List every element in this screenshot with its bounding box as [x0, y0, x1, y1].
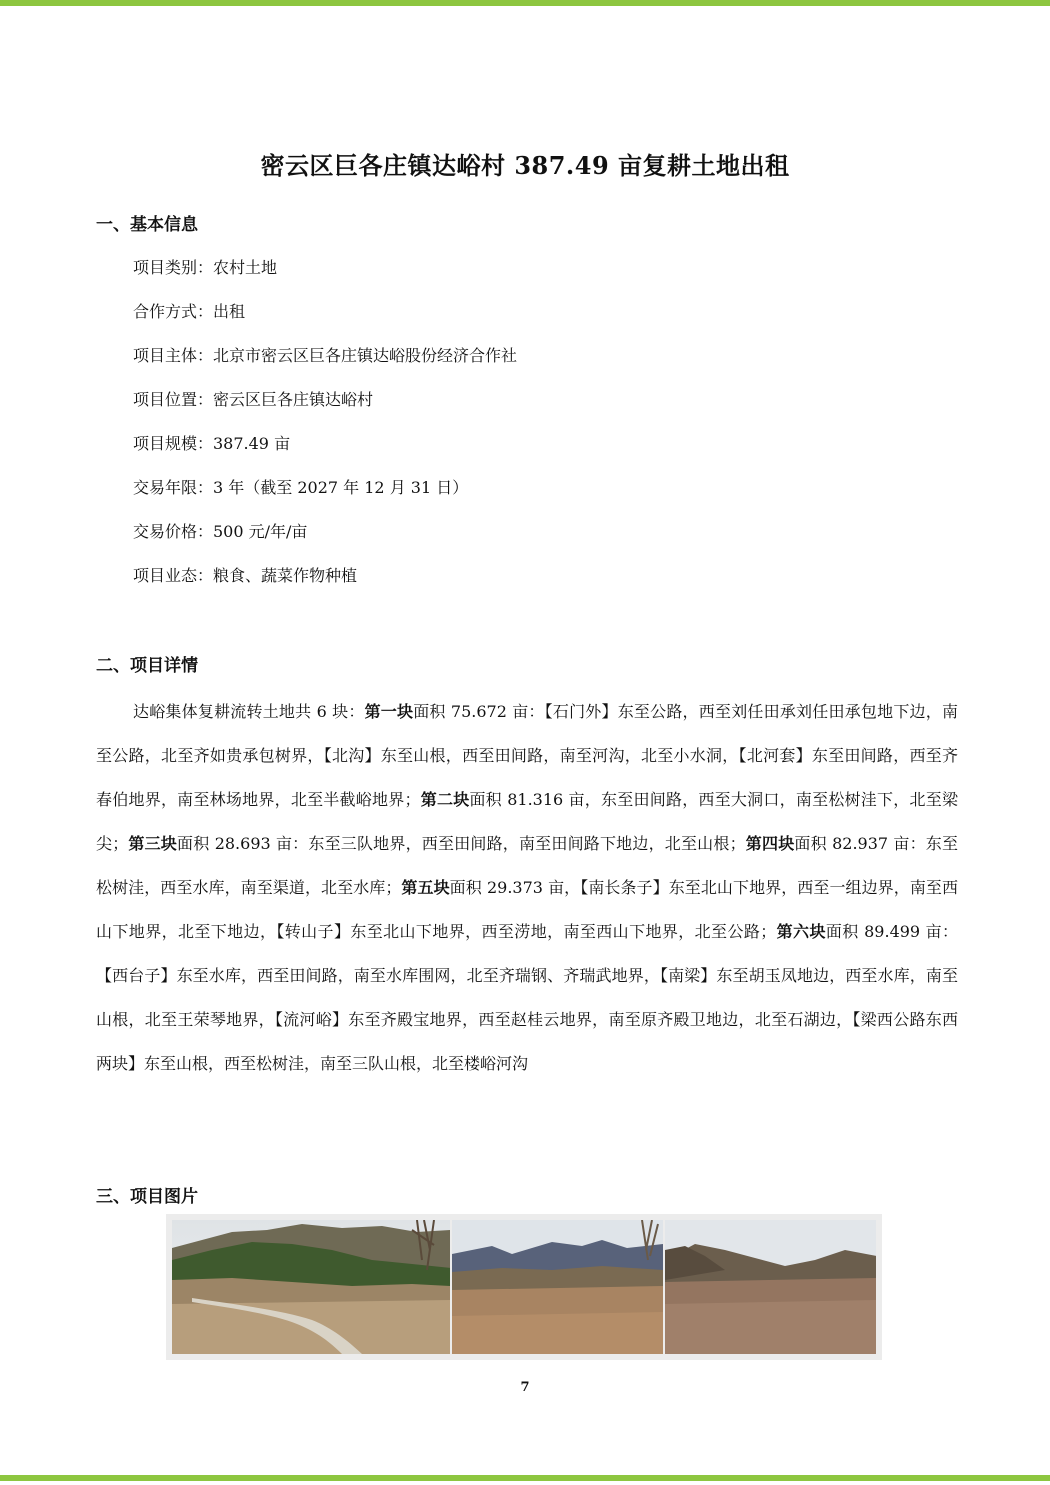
plot-2-label: 第二块	[420, 790, 470, 809]
plot-5-text: 面积 29.373 亩，【南长条子】东至北山下地界，西至一组边界，南至西山下地界，北至下地边，【转山子】东至北山下地界，西至涝地，南至西山下地界，北至公路；	[96, 878, 958, 941]
top-accent-bar	[0, 0, 1050, 6]
plot-1-text: 面积 75.672 亩：【石门外】东至公路，西至刘任田承刘任田承包地下边，南至公路，北至齐如贵承包树界，【北沟】东至山根，西至田间路，南至河沟，北至小水洞，【北河套】东至田间路，西至齐春伯地界，南至林场地界，北至半截峪地界；	[96, 702, 958, 809]
page-number: 7	[520, 1380, 530, 1395]
details-intro: 达峪集体复耕流转土地共 6 块：	[133, 702, 365, 721]
info-project-location: 项目位置：密云区巨各庄镇达峪村	[133, 390, 374, 409]
project-photo-3	[665, 1220, 876, 1354]
plot-3-text: 面积 28.693 亩：东至三队地界，西至田间路，南至田间路下地边，北至山根；	[177, 834, 746, 853]
info-project-format: 项目业态：粮食、蔬菜作物种植	[133, 566, 358, 585]
plot-4-label: 第四块	[745, 834, 795, 853]
project-photo-2	[452, 1220, 662, 1354]
plot-3-label: 第三块	[128, 834, 178, 853]
plot-6-text: 面积 89.499 亩：【西台子】东至水库，西至田间路，南至水库围网，北至齐瑞钢、齐瑞武地界，【南梁】东至胡玉凤地边，西至水库，南至山根，北至王荣琴地界，【流河峪】东至齐殿宝地界，西至赵桂云地界，南至原齐殿卫地边，北至石湖边，【梁西公路东西两块】东至山根，西至松树洼，南至三队山根，北至楼峪河沟	[96, 922, 958, 1073]
project-photo-1	[172, 1220, 450, 1354]
plot-6-label: 第六块	[776, 922, 826, 941]
plot-2-text: 面积 81.316 亩，东至田间路，西至大洞口，南至松树洼下，北至梁尖；	[96, 790, 958, 853]
page-title: 密云区巨各庄镇达峪村 387.49 亩复耕土地出租	[260, 151, 790, 180]
section-heading-project-photos: 三、项目图片	[96, 1187, 198, 1207]
info-trade-period: 交易年限：3 年（截至 2027 年 12 月 31 日）	[133, 478, 469, 497]
bottom-accent-bar	[0, 1475, 1050, 1481]
section-heading-project-details: 二、项目详情	[96, 656, 198, 676]
plot-4-text: 面积 82.937 亩：东至松树洼，西至水库，南至渠道，北至水库；	[96, 834, 958, 897]
section-heading-basic-info: 一、基本信息	[96, 215, 198, 235]
info-cooperation-mode: 合作方式：出租	[133, 302, 246, 321]
info-project-scale: 项目规模：387.49 亩	[133, 434, 291, 453]
info-project-category: 项目类别：农村土地	[133, 258, 278, 277]
project-photo-strip	[166, 1214, 882, 1360]
plot-5-label: 第五块	[401, 878, 450, 897]
plot-1-label: 第一块	[364, 702, 414, 721]
project-details-paragraph	[96, 690, 958, 1086]
info-project-owner: 项目主体：北京市密云区巨各庄镇达峪股份经济合作社	[133, 346, 518, 365]
info-trade-price: 交易价格：500 元/年/亩	[133, 522, 308, 541]
